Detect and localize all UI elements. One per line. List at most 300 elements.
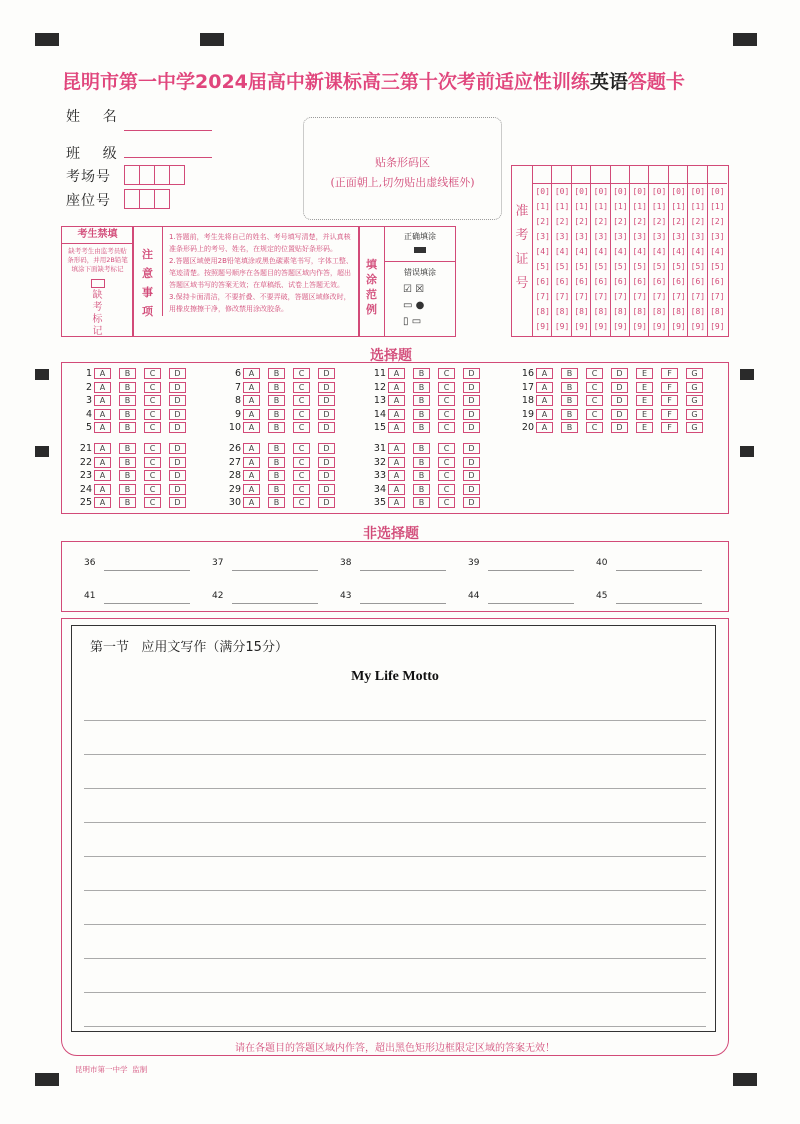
exam-id-bubble[interactable]: [9] — [632, 322, 647, 331]
option-bubble-b[interactable]: B — [268, 443, 285, 454]
exam-id-bubble[interactable]: [6] — [554, 277, 570, 286]
question-number: 34 — [373, 483, 386, 495]
exam-id-bubble[interactable]: [3] — [710, 232, 725, 241]
option-bubble-e[interactable]: E — [636, 395, 653, 406]
option-bubble-a[interactable]: A — [243, 497, 260, 508]
option-bubble-b[interactable]: B — [268, 395, 285, 406]
option-bubble-c[interactable]: C — [438, 443, 455, 454]
exam-id-bubble[interactable]: [8] — [651, 307, 667, 316]
exam-id-bubble[interactable]: [5] — [613, 262, 628, 271]
exam-id-bubble[interactable]: [5] — [671, 262, 686, 271]
option-bubble-d[interactable]: D — [463, 382, 480, 393]
exam-id-bubble[interactable]: [2] — [593, 217, 609, 226]
blank-answer-line[interactable] — [232, 570, 318, 571]
exam-id-bubble[interactable]: [3] — [632, 232, 647, 241]
exam-id-bubble[interactable]: [9] — [651, 322, 667, 331]
exam-id-write-cell[interactable] — [591, 166, 610, 184]
exam-id-bubble[interactable]: [0] — [554, 187, 570, 196]
exam-id-bubble[interactable]: [2] — [651, 217, 667, 226]
option-bubble-b[interactable]: B — [268, 457, 285, 468]
exam-id-bubble[interactable]: [9] — [671, 322, 686, 331]
exam-id-bubble[interactable]: [1] — [535, 202, 550, 211]
option-bubble-d[interactable]: D — [169, 457, 186, 468]
option-bubble-a[interactable]: A — [243, 443, 260, 454]
exam-id-bubble[interactable]: [9] — [613, 322, 628, 331]
option-bubble-c[interactable]: C — [144, 368, 161, 379]
exam-id-bubble[interactable]: [6] — [593, 277, 609, 286]
option-bubble-b[interactable]: B — [413, 457, 430, 468]
exam-id-bubble[interactable]: [9] — [593, 322, 609, 331]
exam-id-bubble[interactable]: [1] — [690, 202, 706, 211]
exam-id-bubble[interactable]: [7] — [651, 292, 667, 301]
option-bubble-d[interactable]: D — [611, 395, 628, 406]
exam-id-bubble[interactable]: [0] — [613, 187, 628, 196]
exam-id-bubble[interactable]: [7] — [710, 292, 725, 301]
option-bubble-d[interactable]: D — [318, 422, 335, 433]
option-bubble-b[interactable]: B — [119, 443, 136, 454]
option-bubble-a[interactable]: A — [536, 382, 553, 393]
option-bubble-d[interactable]: D — [169, 395, 186, 406]
option-bubble-d[interactable]: D — [463, 457, 480, 468]
exam-id-bubble[interactable]: [4] — [632, 247, 647, 256]
exam-id-bubble[interactable]: [4] — [593, 247, 609, 256]
option-bubble-b[interactable]: B — [268, 382, 285, 393]
writing-line[interactable] — [84, 822, 706, 823]
option-bubble-b[interactable]: B — [413, 395, 430, 406]
option-bubble-a[interactable]: A — [243, 382, 260, 393]
option-bubble-a[interactable]: A — [94, 457, 111, 468]
option-bubble-g[interactable]: G — [686, 382, 703, 393]
exam-id-bubble[interactable]: [1] — [613, 202, 628, 211]
option-bubble-a[interactable]: A — [94, 382, 111, 393]
exam-id-bubble[interactable]: [5] — [710, 262, 725, 271]
option-bubble-b[interactable]: B — [119, 368, 136, 379]
option-bubble-a[interactable]: A — [94, 422, 111, 433]
option-bubble-c[interactable]: C — [144, 382, 161, 393]
option-bubble-a[interactable]: A — [94, 395, 111, 406]
option-bubble-c[interactable]: C — [438, 470, 455, 481]
option-bubble-a[interactable]: A — [536, 409, 553, 420]
exam-id-bubble[interactable]: [8] — [554, 307, 570, 316]
exam-id-bubble[interactable]: [7] — [671, 292, 686, 301]
option-bubble-c[interactable]: C — [144, 395, 161, 406]
option-bubble-a[interactable]: A — [388, 368, 405, 379]
exam-id-bubble[interactable]: [4] — [554, 247, 570, 256]
blank-answer-line[interactable] — [104, 603, 190, 604]
exam-id-bubble[interactable]: [6] — [671, 277, 686, 286]
exam-id-bubble[interactable]: [6] — [535, 277, 550, 286]
exam-id-bubble[interactable]: [5] — [535, 262, 550, 271]
exam-id-bubble[interactable]: [3] — [593, 232, 609, 241]
option-bubble-c[interactable]: C — [293, 368, 310, 379]
option-bubble-b[interactable]: B — [268, 368, 285, 379]
exam-id-bubble[interactable]: [8] — [535, 307, 550, 316]
option-bubble-f[interactable]: F — [661, 395, 678, 406]
exam-id-bubble[interactable]: [6] — [613, 277, 628, 286]
option-bubble-d[interactable]: D — [463, 395, 480, 406]
option-bubble-b[interactable]: B — [413, 443, 430, 454]
option-bubble-g[interactable]: G — [686, 422, 703, 433]
option-bubble-b[interactable]: B — [561, 409, 578, 420]
option-bubble-b[interactable]: B — [268, 409, 285, 420]
exam-id-bubble[interactable]: [9] — [710, 322, 725, 331]
room-field[interactable] — [124, 165, 184, 189]
exam-id-bubbles[interactable] — [532, 166, 728, 336]
option-bubble-c[interactable]: C — [586, 409, 603, 420]
exam-id-bubble[interactable]: [1] — [554, 202, 570, 211]
exam-id-bubble[interactable]: [2] — [554, 217, 570, 226]
option-bubble-a[interactable]: A — [243, 470, 260, 481]
option-bubble-b[interactable]: B — [119, 395, 136, 406]
option-bubble-d[interactable]: D — [169, 497, 186, 508]
exam-id-bubble[interactable]: [3] — [554, 232, 570, 241]
option-bubble-d[interactable]: D — [463, 497, 480, 508]
exam-id-write-cell[interactable] — [552, 166, 571, 184]
option-bubble-c[interactable]: C — [144, 497, 161, 508]
option-bubble-b[interactable]: B — [119, 470, 136, 481]
exam-id-bubble[interactable]: [6] — [574, 277, 589, 286]
option-bubble-d[interactable]: D — [318, 443, 335, 454]
exam-id-bubble[interactable]: [1] — [632, 202, 647, 211]
option-bubble-d[interactable]: D — [169, 443, 186, 454]
exam-id-bubble[interactable]: [2] — [613, 217, 628, 226]
option-bubble-b[interactable]: B — [561, 382, 578, 393]
option-bubble-a[interactable]: A — [94, 470, 111, 481]
exam-id-write-cell[interactable] — [533, 166, 552, 184]
option-bubble-c[interactable]: C — [144, 443, 161, 454]
option-bubble-e[interactable]: E — [636, 382, 653, 393]
class-field[interactable] — [124, 157, 212, 158]
option-bubble-a[interactable]: A — [243, 422, 260, 433]
option-bubble-c[interactable]: C — [144, 484, 161, 495]
exam-id-bubble[interactable]: [8] — [593, 307, 609, 316]
option-bubble-c[interactable]: C — [293, 382, 310, 393]
exam-id-bubble[interactable]: [8] — [671, 307, 686, 316]
exam-id-bubble[interactable]: [3] — [690, 232, 706, 241]
option-bubble-b[interactable]: B — [119, 382, 136, 393]
option-bubble-c[interactable]: C — [438, 457, 455, 468]
exam-id-bubble[interactable]: [9] — [554, 322, 570, 331]
option-bubble-g[interactable]: G — [686, 395, 703, 406]
exam-id-bubble[interactable]: [8] — [574, 307, 589, 316]
option-bubble-c[interactable]: C — [438, 395, 455, 406]
option-bubble-a[interactable]: A — [243, 368, 260, 379]
option-bubble-a[interactable]: A — [243, 457, 260, 468]
option-bubble-c[interactable]: C — [586, 395, 603, 406]
option-bubble-d[interactable]: D — [169, 368, 186, 379]
option-bubble-a[interactable]: A — [388, 395, 405, 406]
exam-id-bubble[interactable]: [9] — [690, 322, 706, 331]
option-bubble-c[interactable]: C — [438, 484, 455, 495]
option-bubble-b[interactable]: B — [413, 470, 430, 481]
exam-id-bubble[interactable]: [8] — [632, 307, 647, 316]
blank-answer-line[interactable] — [616, 603, 702, 604]
writing-line[interactable] — [84, 720, 706, 721]
option-bubble-c[interactable]: C — [586, 422, 603, 433]
exam-id-write-cell[interactable] — [630, 166, 649, 184]
exam-id-bubble[interactable]: [0] — [710, 187, 725, 196]
blank-number: 36 — [84, 558, 96, 568]
option-bubble-d[interactable]: D — [318, 457, 335, 468]
absent-mark-label — [62, 290, 133, 338]
option-bubble-d[interactable]: D — [463, 484, 480, 495]
option-bubble-c[interactable]: C — [293, 457, 310, 468]
exam-id-write-cell[interactable] — [669, 166, 688, 184]
exam-id-bubble[interactable]: [5] — [593, 262, 609, 271]
seat-field[interactable] — [124, 189, 169, 213]
exam-id-bubble[interactable]: [4] — [651, 247, 667, 256]
exam-id-bubble[interactable]: [9] — [574, 322, 589, 331]
option-bubble-c[interactable]: C — [438, 382, 455, 393]
option-bubble-c[interactable]: C — [144, 470, 161, 481]
question-number: 13 — [373, 395, 386, 406]
exam-id-bubble[interactable]: [1] — [651, 202, 667, 211]
absent-bubble[interactable] — [91, 279, 105, 288]
option-bubble-a[interactable]: A — [94, 443, 111, 454]
option-bubble-c[interactable]: C — [293, 395, 310, 406]
option-bubble-b[interactable]: B — [561, 368, 578, 379]
exam-id-bubble[interactable]: [0] — [593, 187, 609, 196]
exam-id-bubble[interactable]: [1] — [671, 202, 686, 211]
option-bubble-a[interactable]: A — [243, 409, 260, 420]
option-bubble-f[interactable]: F — [661, 368, 678, 379]
exam-id-bubble[interactable]: [6] — [651, 277, 667, 286]
writing-line[interactable] — [84, 924, 706, 925]
option-bubble-a[interactable]: A — [388, 382, 405, 393]
option-bubble-b[interactable]: B — [268, 497, 285, 508]
exam-id-bubble[interactable]: [5] — [554, 262, 570, 271]
blank-answer-line[interactable] — [360, 603, 446, 604]
exam-id-bubble[interactable]: [7] — [613, 292, 628, 301]
exam-id-bubble[interactable]: [0] — [690, 187, 706, 196]
notice-box — [132, 226, 360, 337]
option-bubble-a[interactable]: A — [388, 422, 405, 433]
option-bubble-d[interactable]: D — [169, 470, 186, 481]
option-bubble-g[interactable]: G — [686, 368, 703, 379]
exam-id-write-cell[interactable] — [708, 166, 727, 184]
exam-id-bubble[interactable]: [4] — [710, 247, 725, 256]
option-bubble-c[interactable]: C — [293, 484, 310, 495]
exam-id-bubble[interactable]: [0] — [671, 187, 686, 196]
exam-id-bubble[interactable]: [5] — [690, 262, 706, 271]
option-bubble-a[interactable]: A — [388, 484, 405, 495]
exam-id-bubble[interactable]: [1] — [593, 202, 609, 211]
exam-id-bubble[interactable]: [4] — [613, 247, 628, 256]
exam-id-bubble[interactable]: [7] — [690, 292, 706, 301]
exam-id-bubble[interactable]: [3] — [613, 232, 628, 241]
exam-id-bubble[interactable]: [6] — [690, 277, 706, 286]
exam-id-bubble[interactable]: [7] — [574, 292, 589, 301]
exam-id-bubble[interactable]: [2] — [535, 217, 550, 226]
exam-id-bubble[interactable]: [0] — [651, 187, 667, 196]
exam-id-bubble[interactable]: [3] — [574, 232, 589, 241]
option-bubble-d[interactable]: D — [611, 382, 628, 393]
exam-id-bubble[interactable]: [5] — [651, 262, 667, 271]
option-bubble-d[interactable]: D — [169, 422, 186, 433]
option-bubble-b[interactable]: B — [413, 497, 430, 508]
option-bubble-c[interactable]: C — [293, 443, 310, 454]
option-bubble-a[interactable]: A — [94, 368, 111, 379]
blank-answer-line[interactable] — [360, 570, 446, 571]
option-bubble-d[interactable]: D — [169, 409, 186, 420]
option-bubble-c[interactable]: C — [438, 422, 455, 433]
option-bubble-a[interactable]: A — [94, 497, 111, 508]
option-bubble-a[interactable]: A — [243, 395, 260, 406]
exam-id-write-cell[interactable] — [572, 166, 591, 184]
option-bubble-b[interactable]: B — [561, 422, 578, 433]
option-bubble-c[interactable]: C — [293, 470, 310, 481]
option-bubble-b[interactable]: B — [413, 409, 430, 420]
exam-id-bubble[interactable]: [7] — [535, 292, 550, 301]
option-bubble-c[interactable]: C — [586, 382, 603, 393]
exam-id-bubble[interactable]: [9] — [535, 322, 550, 331]
blank-answer-line[interactable] — [232, 603, 318, 604]
exam-id-bubble[interactable]: [3] — [535, 232, 550, 241]
writing-line[interactable] — [84, 890, 706, 891]
option-bubble-b[interactable]: B — [119, 484, 136, 495]
exam-id-write-cell[interactable] — [649, 166, 668, 184]
option-bubble-c[interactable]: C — [293, 409, 310, 420]
option-bubble-a[interactable]: A — [388, 443, 405, 454]
option-bubble-f[interactable]: F — [661, 409, 678, 420]
exam-id-bubble[interactable]: [4] — [574, 247, 589, 256]
option-bubble-c[interactable]: C — [144, 409, 161, 420]
option-bubble-c[interactable]: C — [438, 497, 455, 508]
option-bubble-b[interactable]: B — [268, 422, 285, 433]
option-bubble-f[interactable]: F — [661, 382, 678, 393]
exam-id-bubble[interactable]: [1] — [574, 202, 589, 211]
option-bubble-d[interactable]: D — [318, 409, 335, 420]
exam-id-bubble[interactable]: [6] — [632, 277, 647, 286]
exam-id-bubble[interactable]: [3] — [671, 232, 686, 241]
option-bubble-e[interactable]: E — [636, 409, 653, 420]
option-bubble-b[interactable]: B — [119, 497, 136, 508]
writing-line[interactable] — [84, 754, 706, 755]
exam-id-bubble[interactable]: [4] — [690, 247, 706, 256]
option-bubble-d[interactable]: D — [318, 368, 335, 379]
option-bubble-e[interactable]: E — [636, 368, 653, 379]
option-bubble-c[interactable]: C — [293, 422, 310, 433]
option-bubble-a[interactable]: A — [388, 409, 405, 420]
option-bubble-e[interactable]: E — [636, 422, 653, 433]
option-bubble-a[interactable]: A — [536, 422, 553, 433]
exam-id-bubble[interactable]: [8] — [613, 307, 628, 316]
question-number: 27 — [228, 456, 241, 468]
option-bubble-c[interactable]: C — [586, 368, 603, 379]
exam-id-bubble[interactable]: [7] — [593, 292, 609, 301]
exam-id-bubble[interactable]: [2] — [632, 217, 647, 226]
option-bubble-b[interactable]: B — [119, 409, 136, 420]
option-bubble-d[interactable]: D — [611, 422, 628, 433]
option-bubble-d[interactable]: D — [611, 368, 628, 379]
writing-line[interactable] — [84, 856, 706, 857]
check-icon: ☑ — [403, 284, 412, 295]
option-bubble-c[interactable]: C — [293, 497, 310, 508]
option-bubble-d[interactable]: D — [611, 409, 628, 420]
option-bubble-a[interactable]: A — [536, 368, 553, 379]
writing-line[interactable] — [84, 958, 706, 959]
absent-title: 考生禁填 — [62, 227, 133, 244]
option-bubble-f[interactable]: F — [661, 422, 678, 433]
blank-answer-line[interactable] — [488, 570, 574, 571]
option-bubble-b[interactable]: B — [268, 484, 285, 495]
writing-line[interactable] — [84, 788, 706, 789]
blank-answer-line[interactable] — [616, 570, 702, 571]
option-bubble-b[interactable]: B — [561, 395, 578, 406]
exam-id-bubble[interactable]: [4] — [535, 247, 550, 256]
option-bubble-b[interactable]: B — [268, 470, 285, 481]
option-bubble-d[interactable]: D — [169, 484, 186, 495]
option-bubble-d[interactable]: D — [463, 422, 480, 433]
exam-id-bubble[interactable]: [1] — [710, 202, 725, 211]
exam-id-bubble[interactable]: [2] — [710, 217, 725, 226]
exam-id-write-cell[interactable] — [688, 166, 707, 184]
name-field[interactable] — [124, 130, 212, 131]
option-bubble-a[interactable]: A — [388, 497, 405, 508]
option-bubble-d[interactable]: D — [318, 484, 335, 495]
option-bubble-d[interactable]: D — [318, 395, 335, 406]
exam-id-bubble[interactable]: [0] — [535, 187, 550, 196]
exam-id-bubble[interactable]: [3] — [651, 232, 667, 241]
option-bubble-a[interactable]: A — [94, 484, 111, 495]
writing-line[interactable] — [84, 992, 706, 993]
exam-id-write-cell[interactable] — [611, 166, 630, 184]
option-bubble-b[interactable]: B — [119, 422, 136, 433]
option-bubble-d[interactable]: D — [169, 382, 186, 393]
option-bubble-b[interactable]: B — [413, 484, 430, 495]
exam-id-bubble[interactable]: [6] — [710, 277, 725, 286]
exam-id-bubble[interactable]: [7] — [632, 292, 647, 301]
exam-id-bubble[interactable]: [8] — [690, 307, 706, 316]
blank-answer-line[interactable] — [104, 570, 190, 571]
option-bubble-g[interactable]: G — [686, 409, 703, 420]
exam-id-bubble[interactable]: [2] — [574, 217, 589, 226]
option-bubble-c[interactable]: C — [438, 368, 455, 379]
exam-id-bubble[interactable]: [4] — [671, 247, 686, 256]
exam-id-bubble[interactable]: [2] — [671, 217, 686, 226]
option-bubble-c[interactable]: C — [144, 422, 161, 433]
option-bubble-d[interactable]: D — [463, 470, 480, 481]
option-bubble-a[interactable]: A — [243, 484, 260, 495]
option-bubble-d[interactable]: D — [463, 443, 480, 454]
option-bubble-d[interactable]: D — [463, 368, 480, 379]
option-bubble-d[interactable]: D — [318, 497, 335, 508]
exam-id-bubble[interactable]: [5] — [632, 262, 647, 271]
exam-id-bubble[interactable]: [8] — [710, 307, 725, 316]
option-bubble-a[interactable]: A — [536, 395, 553, 406]
option-bubble-a[interactable]: A — [388, 457, 405, 468]
exam-id-bubble[interactable]: [5] — [574, 262, 589, 271]
option-bubble-d[interactable]: D — [318, 470, 335, 481]
exam-id-bubble[interactable]: [0] — [632, 187, 647, 196]
exam-id-bubble[interactable]: [7] — [554, 292, 570, 301]
option-bubble-b[interactable]: B — [413, 422, 430, 433]
blank-answer-line[interactable] — [488, 603, 574, 604]
exam-id-bubble[interactable]: [0] — [574, 187, 589, 196]
option-bubble-a[interactable]: A — [388, 470, 405, 481]
option-bubble-d[interactable]: D — [318, 382, 335, 393]
option-bubble-c[interactable]: C — [438, 409, 455, 420]
option-bubble-a[interactable]: A — [94, 409, 111, 420]
option-bubble-b[interactable]: B — [119, 457, 136, 468]
option-bubble-d[interactable]: D — [463, 409, 480, 420]
exam-id-bubble[interactable]: [2] — [690, 217, 706, 226]
option-bubble-b[interactable]: B — [413, 382, 430, 393]
question-number: 14 — [373, 408, 386, 420]
option-bubble-b[interactable]: B — [413, 368, 430, 379]
option-bubble-c[interactable]: C — [144, 457, 161, 468]
writing-line[interactable] — [84, 1026, 706, 1027]
